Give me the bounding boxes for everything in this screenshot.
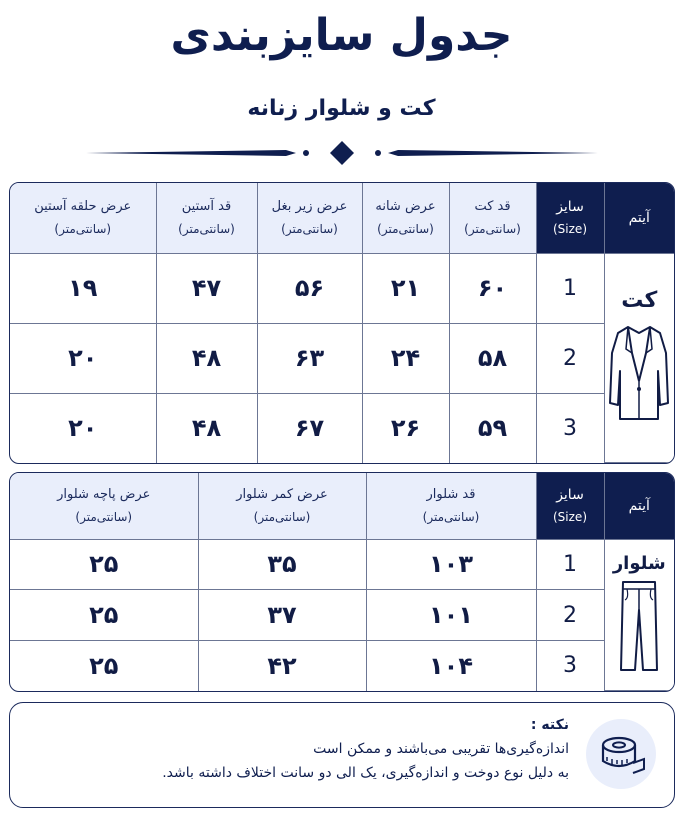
pants-icon [619,580,659,672]
cell-pants-length: ۱۰۴ [366,641,536,691]
note-line-2: به دلیل نوع دوخت و اندازه‌گیری، یک الی دو سانت اختلاف داشته باشد. [162,765,569,781]
header-underarm-width: عرض زیر بغل (سانتی‌متر) [257,183,362,253]
cell-sleeve-cuff-width: ۱۹ [10,253,156,323]
table-row [10,253,674,323]
header-sleeve-cuff-width: عرض حلقه آستین (سانتی‌متر) [10,183,156,253]
header-jacket-length: قد کت (سانتی‌متر) [449,183,536,253]
pants-size-table [9,472,675,692]
header-size: سایز (Size) [536,183,604,253]
cell-underarm-width: ۶۷ [257,393,362,462]
note-icon-badge [586,719,656,789]
cell-jacket-length: ۵۹ [449,393,536,462]
table-row [10,393,674,462]
cell-hem-width: ۲۵ [10,590,198,641]
cell-size: 1 [536,253,604,323]
cell-shoulder-width: ۲۶ [362,393,449,462]
header-shoulder-width: عرض شانه (سانتی‌متر) [362,183,449,253]
pants-item-cell [604,539,674,691]
cell-sleeve-cuff-width: ۲۰ [10,323,156,393]
header-item: آیتم [604,473,674,539]
blazer-icon [608,323,670,423]
jacket-size-table [9,182,675,464]
cell-waist-width: ۳۵ [198,539,366,590]
cell-size: 2 [536,590,604,641]
header-sleeve-length: قد آستین (سانتی‌متر) [156,183,257,253]
cell-sleeve-length: ۴۸ [156,323,257,393]
cell-pants-length: ۱۰۱ [366,590,536,641]
cell-sleeve-length: ۴۸ [156,393,257,462]
header-item: آیتم [604,183,674,253]
item-label-jacket: کت [621,288,658,314]
note-line-1: اندازه‌گیری‌ها تقریبی می‌باشند و ممکن است [313,741,569,757]
page-subtitle: کت و شلوار زنانه [247,96,436,121]
header-size: سایز (Size) [536,473,604,539]
cell-underarm-width: ۵۶ [257,253,362,323]
cell-pants-length: ۱۰۳ [366,539,536,590]
page-title: جدول سایزبندی [170,10,513,61]
cell-size: 2 [536,323,604,393]
item-label-pants: شلوار [612,553,666,575]
table-row [10,641,674,691]
cell-hem-width: ۲۵ [10,539,198,590]
note-title: نکته : [530,717,569,733]
cell-jacket-length: ۶۰ [449,253,536,323]
cell-hem-width: ۲۵ [10,641,198,691]
cell-waist-width: ۴۲ [198,641,366,691]
cell-jacket-length: ۵۸ [449,323,536,393]
cell-underarm-width: ۶۳ [257,323,362,393]
note-text [29,713,569,785]
table-row [10,539,674,590]
cell-size: 1 [536,539,604,590]
cell-waist-width: ۳۷ [198,590,366,641]
header-waist-width: عرض کمر شلوار (سانتی‌متر) [198,473,366,539]
cell-sleeve-length: ۴۷ [156,253,257,323]
cell-shoulder-width: ۲۴ [362,323,449,393]
table-row [10,590,674,641]
cell-shoulder-width: ۲۱ [362,253,449,323]
header-hem-width: عرض پاچه شلوار (سانتی‌متر) [10,473,198,539]
cell-size: 3 [536,641,604,691]
note-box [9,702,675,808]
table-row [10,323,674,393]
jacket-item-cell [604,253,674,463]
header-pants-length: قد شلوار (سانتی‌متر) [366,473,536,539]
measuring-tape-icon [586,719,656,789]
cell-size: 3 [536,393,604,462]
cell-sleeve-cuff-width: ۲۰ [10,393,156,462]
title-divider-ornament [86,140,598,166]
